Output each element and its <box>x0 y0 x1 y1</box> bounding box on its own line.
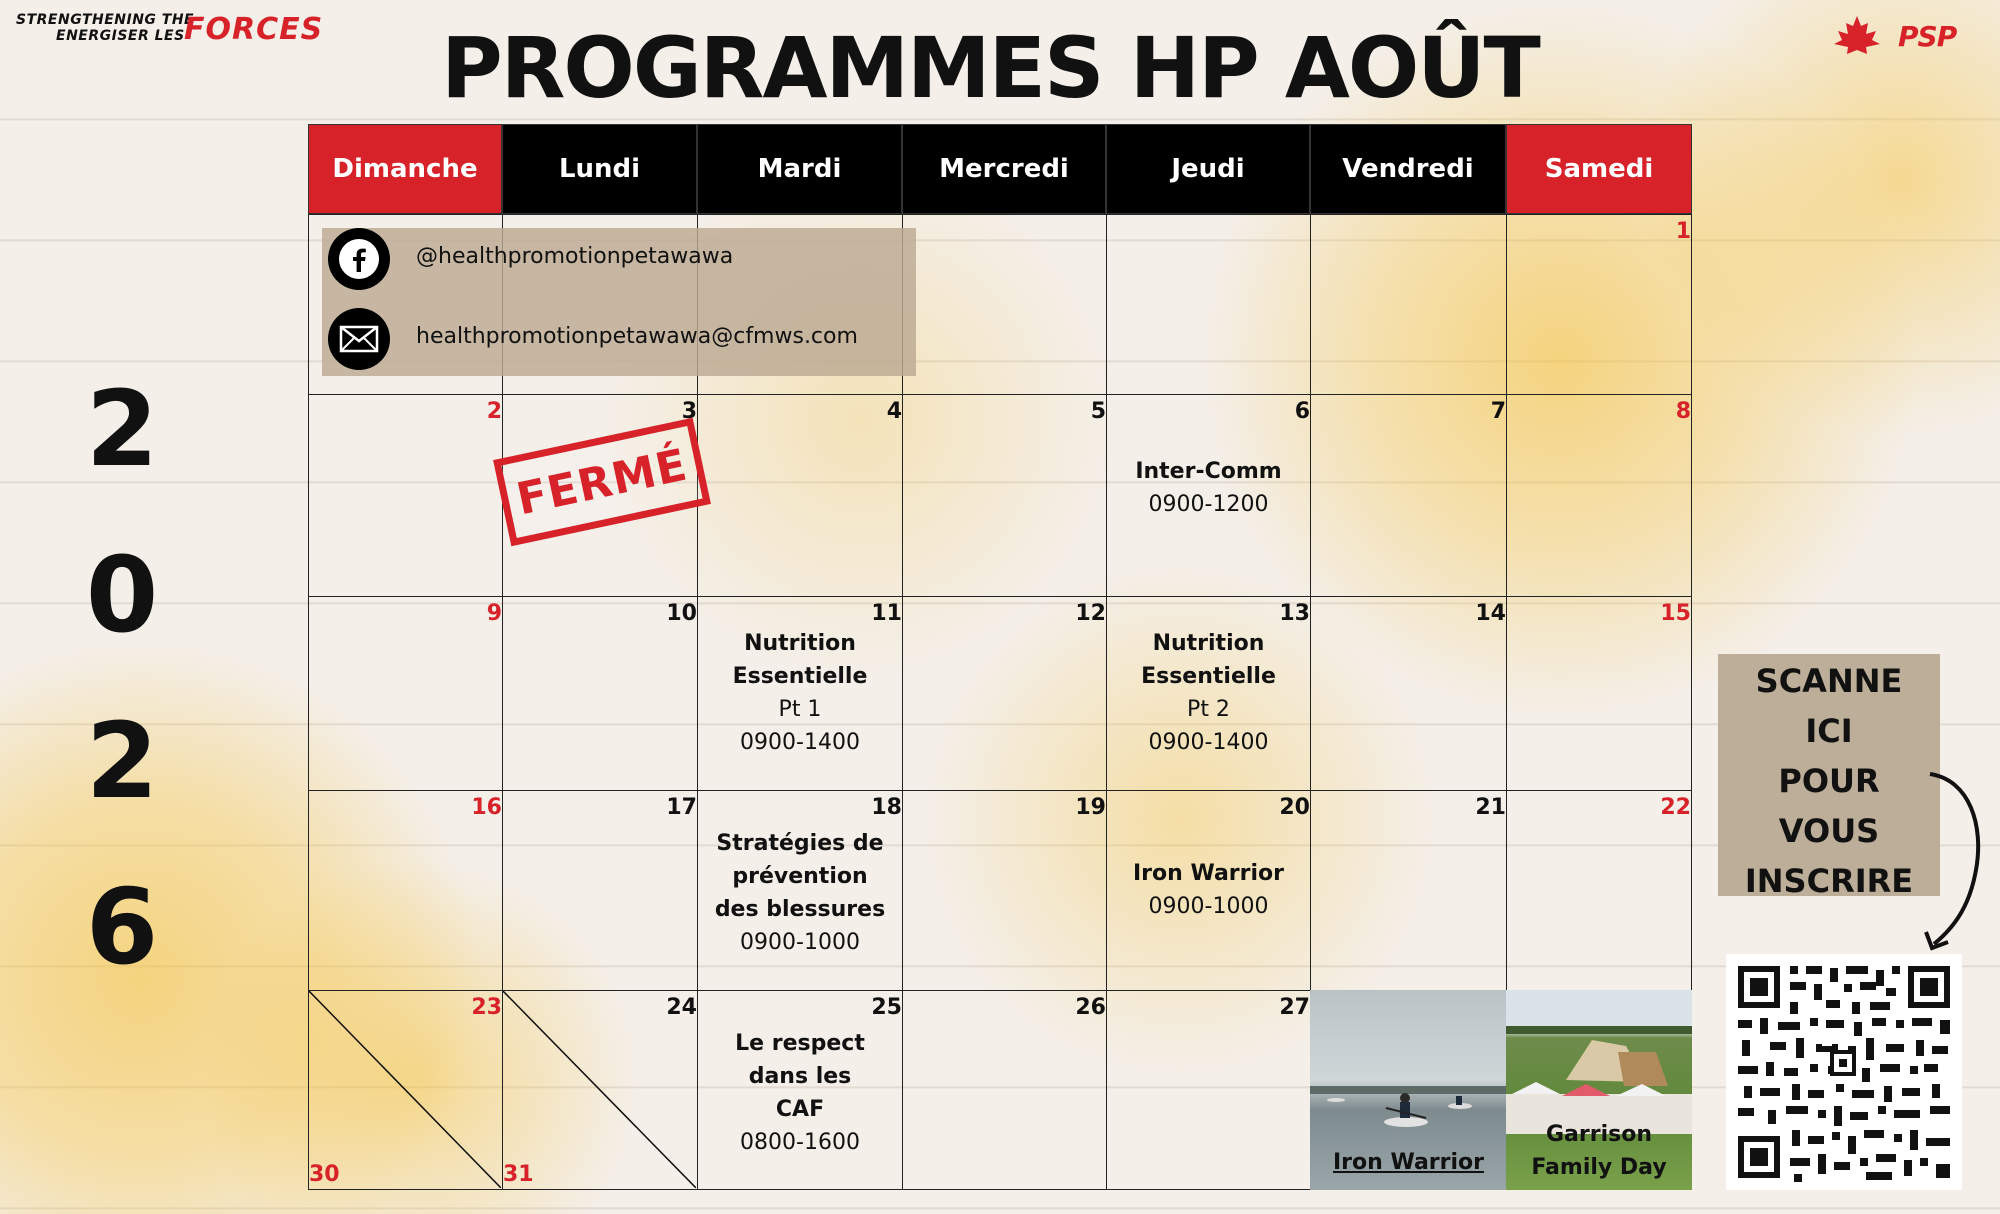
day-number: 10 <box>666 601 697 626</box>
facebook-icon <box>328 228 390 290</box>
day-number: 8 <box>1675 399 1691 424</box>
facebook-row[interactable] <box>328 228 908 292</box>
event-title-line: Nutrition <box>744 631 856 656</box>
day-number: 4 <box>886 399 902 424</box>
day-cell-23-30 <box>308 990 503 1190</box>
brand-logo <box>16 10 324 48</box>
event-title-line: des blessures <box>714 897 886 922</box>
event-title-line: Stratégies de <box>716 831 884 856</box>
psp-logo: PSP <box>1898 20 1957 53</box>
day-cell-6 <box>1106 394 1311 597</box>
header-vendredi: Vendredi <box>1310 124 1506 214</box>
day-cell-7 <box>1310 394 1507 597</box>
scan-panel <box>1718 654 1940 900</box>
scan-line: ICI <box>1805 712 1853 750</box>
day-number: 26 <box>1075 995 1106 1020</box>
event-part: Pt 2 <box>1187 697 1230 722</box>
day-number: 1 <box>1675 219 1691 244</box>
family-day-line: Garrison <box>1545 1122 1652 1147</box>
mail-icon <box>328 308 390 370</box>
day-cell-17 <box>502 790 698 991</box>
event-time: 0800-1600 <box>740 1130 860 1155</box>
event-iron-warrior[interactable] <box>1107 857 1310 923</box>
event-time: 0900-1400 <box>740 730 860 755</box>
header-mardi: Mardi <box>697 124 902 214</box>
day-number: 24 <box>666 995 697 1020</box>
day-cell-22 <box>1506 790 1692 991</box>
day-cell-4 <box>697 394 903 597</box>
day-number: 14 <box>1475 601 1506 626</box>
day-number: 18 <box>871 795 902 820</box>
day-number: 20 <box>1279 795 1310 820</box>
scan-line: POUR <box>1778 762 1880 800</box>
scan-line: INSCRIRE <box>1744 862 1914 900</box>
scan-line: SCANNE <box>1755 662 1903 700</box>
day-number: 25 <box>871 995 902 1020</box>
day-cell-10 <box>502 596 698 791</box>
day-cell-empty <box>1310 214 1507 395</box>
day-number: 16 <box>471 795 502 820</box>
brand-forces: FORCES <box>184 12 324 47</box>
day-cell-11 <box>697 596 903 791</box>
day-cell-empty <box>902 214 1107 395</box>
day-cell-12 <box>902 596 1107 791</box>
day-number: 6 <box>1294 399 1310 424</box>
maple-leaf-icon <box>1826 14 1888 58</box>
day-cell-13 <box>1106 596 1311 791</box>
day-number: 7 <box>1490 399 1506 424</box>
event-time: 0900-1400 <box>1148 730 1269 755</box>
day-number: 27 <box>1279 995 1310 1020</box>
event-title-line: CAF <box>775 1097 825 1122</box>
day-number: 2 <box>486 399 502 424</box>
brand-line-2: ENERGISER LES <box>56 28 185 44</box>
event-respect-caf[interactable] <box>698 1027 902 1159</box>
header-samedi: Samedi <box>1506 124 1692 214</box>
day-cell-28-photo[interactable] <box>1310 990 1507 1190</box>
day-number: 17 <box>666 795 697 820</box>
day-number: 9 <box>486 601 502 626</box>
diagonal-divider <box>309 991 501 1188</box>
event-title-line: Essentielle <box>732 664 868 689</box>
event-title-line: Nutrition <box>1152 631 1265 656</box>
day-cell-21 <box>1310 790 1507 991</box>
header-jeudi: Jeudi <box>1106 124 1310 214</box>
event-strategies-prevention[interactable] <box>698 827 902 959</box>
day-cell-24-31 <box>502 990 698 1190</box>
day-cell-26 <box>902 990 1107 1190</box>
page-title: PROGRAMMES HP AOÛT <box>441 19 1539 117</box>
event-part: Pt 1 <box>778 697 822 722</box>
event-time: 0900-1000 <box>1148 894 1269 919</box>
year-digit: 2 <box>85 368 159 490</box>
day-cell-19 <box>902 790 1107 991</box>
day-number: 15 <box>1660 601 1691 626</box>
day-cell-5 <box>902 394 1107 597</box>
event-title-line: Essentielle <box>1141 664 1276 689</box>
day-number: 13 <box>1279 601 1310 626</box>
day-number: 22 <box>1660 795 1691 820</box>
day-number: 21 <box>1475 795 1506 820</box>
day-number: 31 <box>503 1162 534 1187</box>
arrow-icon <box>1918 766 1988 956</box>
qr-code[interactable] <box>1726 954 1962 1190</box>
scan-line: VOUS <box>1778 812 1880 850</box>
day-cell-16 <box>308 790 503 991</box>
event-title-line: Le respect <box>735 1031 865 1056</box>
event-time: 0900-1000 <box>740 930 860 955</box>
header-dimanche: Dimanche <box>308 124 502 214</box>
contact-panel <box>322 228 916 376</box>
header-lundi: Lundi <box>502 124 697 214</box>
email-row[interactable] <box>328 308 908 372</box>
event-title-line: dans les <box>748 1064 852 1089</box>
iron-warrior-caption: Iron Warrior <box>1332 1150 1484 1175</box>
diagonal-divider <box>503 991 696 1188</box>
event-title-line: prévention <box>732 864 868 889</box>
event-nutrition-pt2[interactable] <box>1107 627 1310 759</box>
header-mercredi: Mercredi <box>902 124 1106 214</box>
day-cell-27 <box>1106 990 1311 1190</box>
day-cell-8 <box>1506 394 1692 597</box>
day-number: 3 <box>681 399 697 424</box>
day-cell-20 <box>1106 790 1311 991</box>
year-digit: 6 <box>85 866 159 988</box>
day-cell-29-photo[interactable] <box>1506 990 1692 1190</box>
family-day-caption <box>1506 1118 1692 1184</box>
day-cell-2 <box>308 394 503 597</box>
event-time: 0900-1200 <box>1148 492 1269 517</box>
day-number: 19 <box>1075 795 1106 820</box>
day-number: 30 <box>309 1162 340 1187</box>
family-day-line: Family Day <box>1531 1155 1667 1180</box>
year-digit: 0 <box>85 534 159 656</box>
day-number: 12 <box>1075 601 1106 626</box>
brand-line-1: STRENGTHENING THE <box>16 12 195 28</box>
closed-stamp: FERMÉ <box>493 418 711 546</box>
year-vertical <box>62 346 182 1010</box>
day-cell-25 <box>697 990 903 1190</box>
event-title: Inter-Comm <box>1135 459 1282 484</box>
day-cell-1 <box>1506 214 1692 395</box>
year-digit: 2 <box>85 700 159 822</box>
partner-logos <box>1826 14 1976 58</box>
day-number: 11 <box>871 601 902 626</box>
day-cell-empty <box>1106 214 1311 395</box>
event-title: Iron Warrior <box>1132 861 1284 886</box>
email-address: healthpromotionpetawawa@cfmws.com <box>416 324 858 349</box>
event-nutrition-pt1[interactable] <box>698 627 902 759</box>
day-cell-9 <box>308 596 503 791</box>
day-cell-14 <box>1310 596 1507 791</box>
event-inter-comm[interactable] <box>1107 455 1310 521</box>
facebook-handle: @healthpromotionpetawawa <box>416 244 734 269</box>
day-cell-18 <box>697 790 903 991</box>
day-number: 23 <box>471 995 502 1020</box>
day-number: 5 <box>1090 399 1106 424</box>
day-cell-15 <box>1506 596 1692 791</box>
